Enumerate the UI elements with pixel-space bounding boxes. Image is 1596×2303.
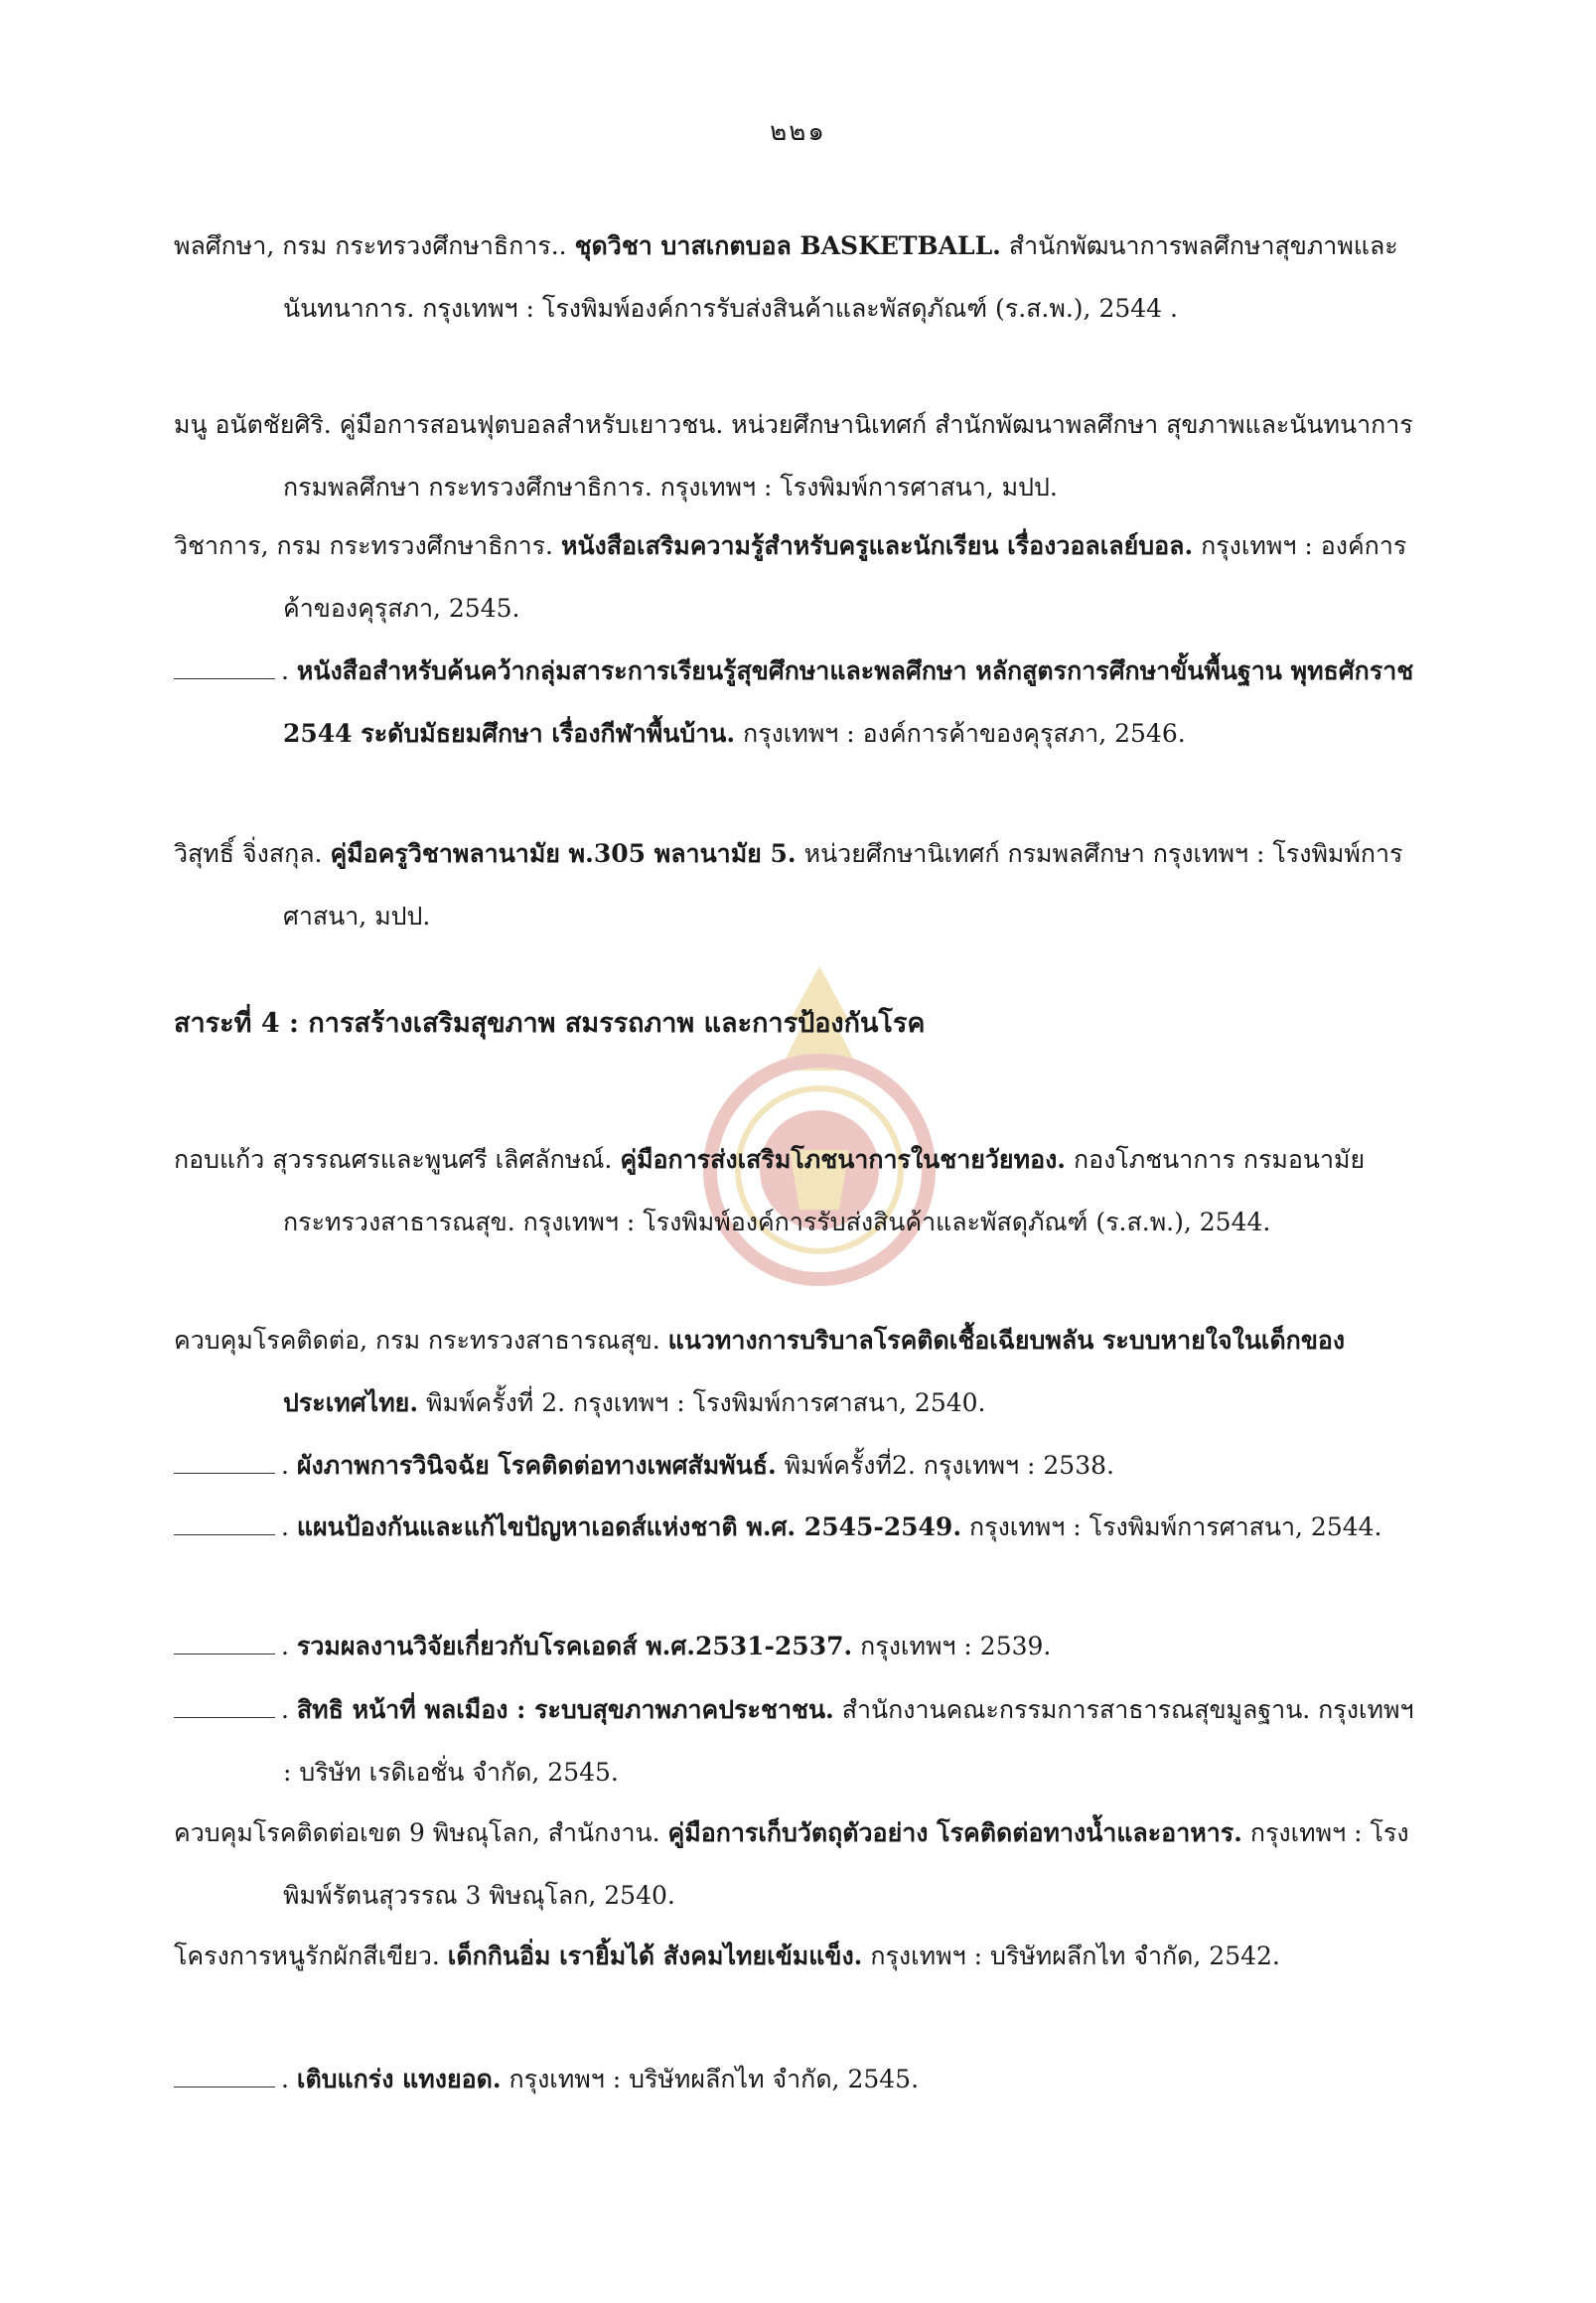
entry-author: ควบคุมโรคติดต่อเขต 9 พิษณุโลก, สำนักงาน. <box>174 1818 660 1847</box>
section-heading: สาระที่ 4 : การสร้างเสริมสุขภาพ สมรรถภาพ และการป้องกันโรค <box>174 1008 926 1039</box>
bibliography-entry <box>174 1678 1425 1803</box>
entry-publication: กรุงเทพฯ : โรงพิมพ์รัตนสุวรรณ 3 พิษณุโลก, 2540. <box>283 1818 1409 1910</box>
bibliography-entry <box>174 215 1425 340</box>
entry-author: . <box>281 1512 289 1541</box>
entry-publication: กองโภชนาการ กรมอนามัย กระทรวงสาธารณสุข. กรุงเทพฯ : โรงพิมพ์องค์การรับส่งสินค้าและพัสดุภัณฑ์ (ร.ส.พ.), 2544. <box>283 1145 1366 1236</box>
entry-publication: คู่มือการสอนฟุตบอลสำหรับเยาวชน. หน่วยศึกษานิเทศก์ สำนักพัฒนาพลศึกษา สุขภาพและนันทนาการ กรมพลศึกษา กระทรวงศึกษาธิการ. กรุงเทพฯ : โรงพิมพ์การศาสนา, มปป. <box>283 410 1413 502</box>
entry-author: วิสุทธิ์ จิ่งสกุล. <box>174 839 323 868</box>
bibliography-entry <box>174 1615 1425 1677</box>
bibliography-entry <box>174 1496 1425 1558</box>
repeat-author-dash <box>174 1628 275 1655</box>
entry-author: . <box>281 2065 289 2093</box>
entry-title: ชุดวิชา บาสเกตบอล BASKETBALL. <box>574 231 1001 260</box>
entry-author: . <box>281 1451 289 1480</box>
bibliography-entry <box>174 1925 1425 1987</box>
entry-title: แนวทางการบริบาลโรคติดเชื้อเฉียบพลัน ระบบหายใจในเด็กของประเทศไทย. <box>283 1326 1346 1417</box>
entry-publication: กรุงเทพฯ : 2539. <box>860 1632 1052 1660</box>
bibliography-entry <box>174 2048 1425 2110</box>
bibliography-entry <box>174 1309 1425 1434</box>
entry-author: กอบแก้ว สุวรรณศรและพูนศรี เลิศลักษณ์. <box>174 1145 613 1174</box>
entry-title: ผังภาพการวินิจฉัย โรคติดต่อทางเพศสัมพันธ์. <box>296 1451 777 1480</box>
bibliography-entry <box>174 1128 1425 1253</box>
entry-title: แผนป้องกันและแก้ไขปัญหาเอดส์แห่งชาติ พ.ศ. 2545-2549. <box>296 1512 962 1541</box>
entry-author: มนู อนัตชัยศิริ. <box>174 410 332 439</box>
bibliography-entry <box>174 822 1425 947</box>
entry-publication: กรุงเทพฯ : องค์การค้าของคุรุสภา, 2546. <box>743 719 1186 748</box>
entry-publication: กรุงเทพฯ : องค์การค้าของคุรุสภา, 2545. <box>283 531 1407 623</box>
repeat-author-dash <box>174 1447 275 1474</box>
entry-author: วิชาการ, กรม กระทรวงศึกษาธิการ. <box>174 531 554 560</box>
entry-publication: พิมพ์ครั้งที่2. กรุงเทพฯ : 2538. <box>784 1451 1114 1480</box>
entry-title: คู่มือครูวิชาพลานามัย พ.305 พลานามัย 5. <box>330 839 797 868</box>
bibliography-entry <box>174 640 1425 765</box>
entry-publication: กรุงเทพฯ : โรงพิมพ์การศาสนา, 2544. <box>969 1512 1382 1541</box>
entry-author: ควบคุมโรคติดต่อ, กรม กระทรวงสาธารณสุข. <box>174 1326 660 1355</box>
entry-title: รวมผลงานวิจัยเกี่ยวกับโรคเอดส์ พ.ศ.2531-2537. <box>296 1632 853 1660</box>
entry-title: คู่มือการส่งเสริมโภชนาการในชายวัยทอง. <box>620 1145 1066 1174</box>
entry-title: เด็กกินอิ่ม เรายิ้มได้ สังคมไทยเข้มแข็ง. <box>447 1942 863 1970</box>
entry-publication: หน่วยศึกษานิเทศก์ กรมพลศึกษา กรุงเทพฯ : โรงพิมพ์การศาสนา, มปป. <box>283 839 1403 931</box>
entry-publication: กรุงเทพฯ : บริษัทผลึกไท จำกัด, 2542. <box>870 1942 1280 1970</box>
repeat-author-dash <box>174 652 275 679</box>
entry-author: . <box>281 1632 289 1660</box>
entry-publication: สำนักพัฒนาการพลศึกษาสุขภาพและนันทนาการ. กรุงเทพฯ : โรงพิมพ์องค์การรับส่งสินค้าและพัสดุภัณฑ์ (ร.ส.พ.), 2544 . <box>283 231 1398 323</box>
entry-author: . <box>281 656 289 685</box>
entry-title: คู่มือการเก็บวัตถุตัวอย่าง โรคติดต่อทางน้ำและอาหาร. <box>667 1818 1242 1847</box>
bibliography-entry <box>174 1801 1425 1927</box>
repeat-author-dash <box>174 1691 275 1718</box>
entry-publication: พิมพ์ครั้งที่ 2. กรุงเทพฯ : โรงพิมพ์การศาสนา, 2540. <box>425 1388 986 1417</box>
entry-title: หนังสือสำหรับค้นคว้ากลุ่มสาระการเรียนรู้สุขศึกษาและพลศึกษา หลักสูตรการศึกษาขั้นพื้นฐาน พุทธศักราช 2544 ระดับมัธยมศึกษา เรื่องกีฬาพื้นบ้าน. <box>283 656 1414 748</box>
entry-title: สิทธิ หน้าที่ พลเมือง : ระบบสุขภาพภาคประชาชน. <box>296 1695 834 1724</box>
entry-publication: สำนักงานคณะกรรมการสาธารณสุขมูลฐาน. กรุงเทพฯ : บริษัท เรดิเอชั่น จำกัด, 2545. <box>283 1695 1414 1787</box>
entry-title: หนังสือเสริมความรู้สำหรับครูและนักเรียน เรื่องวอลเลย์บอล. <box>560 531 1194 560</box>
entry-title: เติบแกร่ง แทงยอด. <box>296 2065 502 2093</box>
repeat-author-dash <box>174 2061 275 2087</box>
entry-author: พลศึกษา, กรม กระทรวงศึกษาธิการ.. <box>174 231 567 260</box>
entry-author: . <box>281 1695 289 1724</box>
page-number: ๒๒๑ <box>770 117 826 147</box>
entry-author: โครงการหนูรักผักสีเขียว. <box>174 1942 440 1970</box>
bibliography-entry <box>174 514 1425 640</box>
bibliography-entry <box>174 393 1425 518</box>
entry-publication: กรุงเทพฯ : บริษัทผลึกไท จำกัด, 2545. <box>508 2065 920 2093</box>
repeat-author-dash <box>174 1509 275 1535</box>
bibliography-entry <box>174 1434 1425 1497</box>
